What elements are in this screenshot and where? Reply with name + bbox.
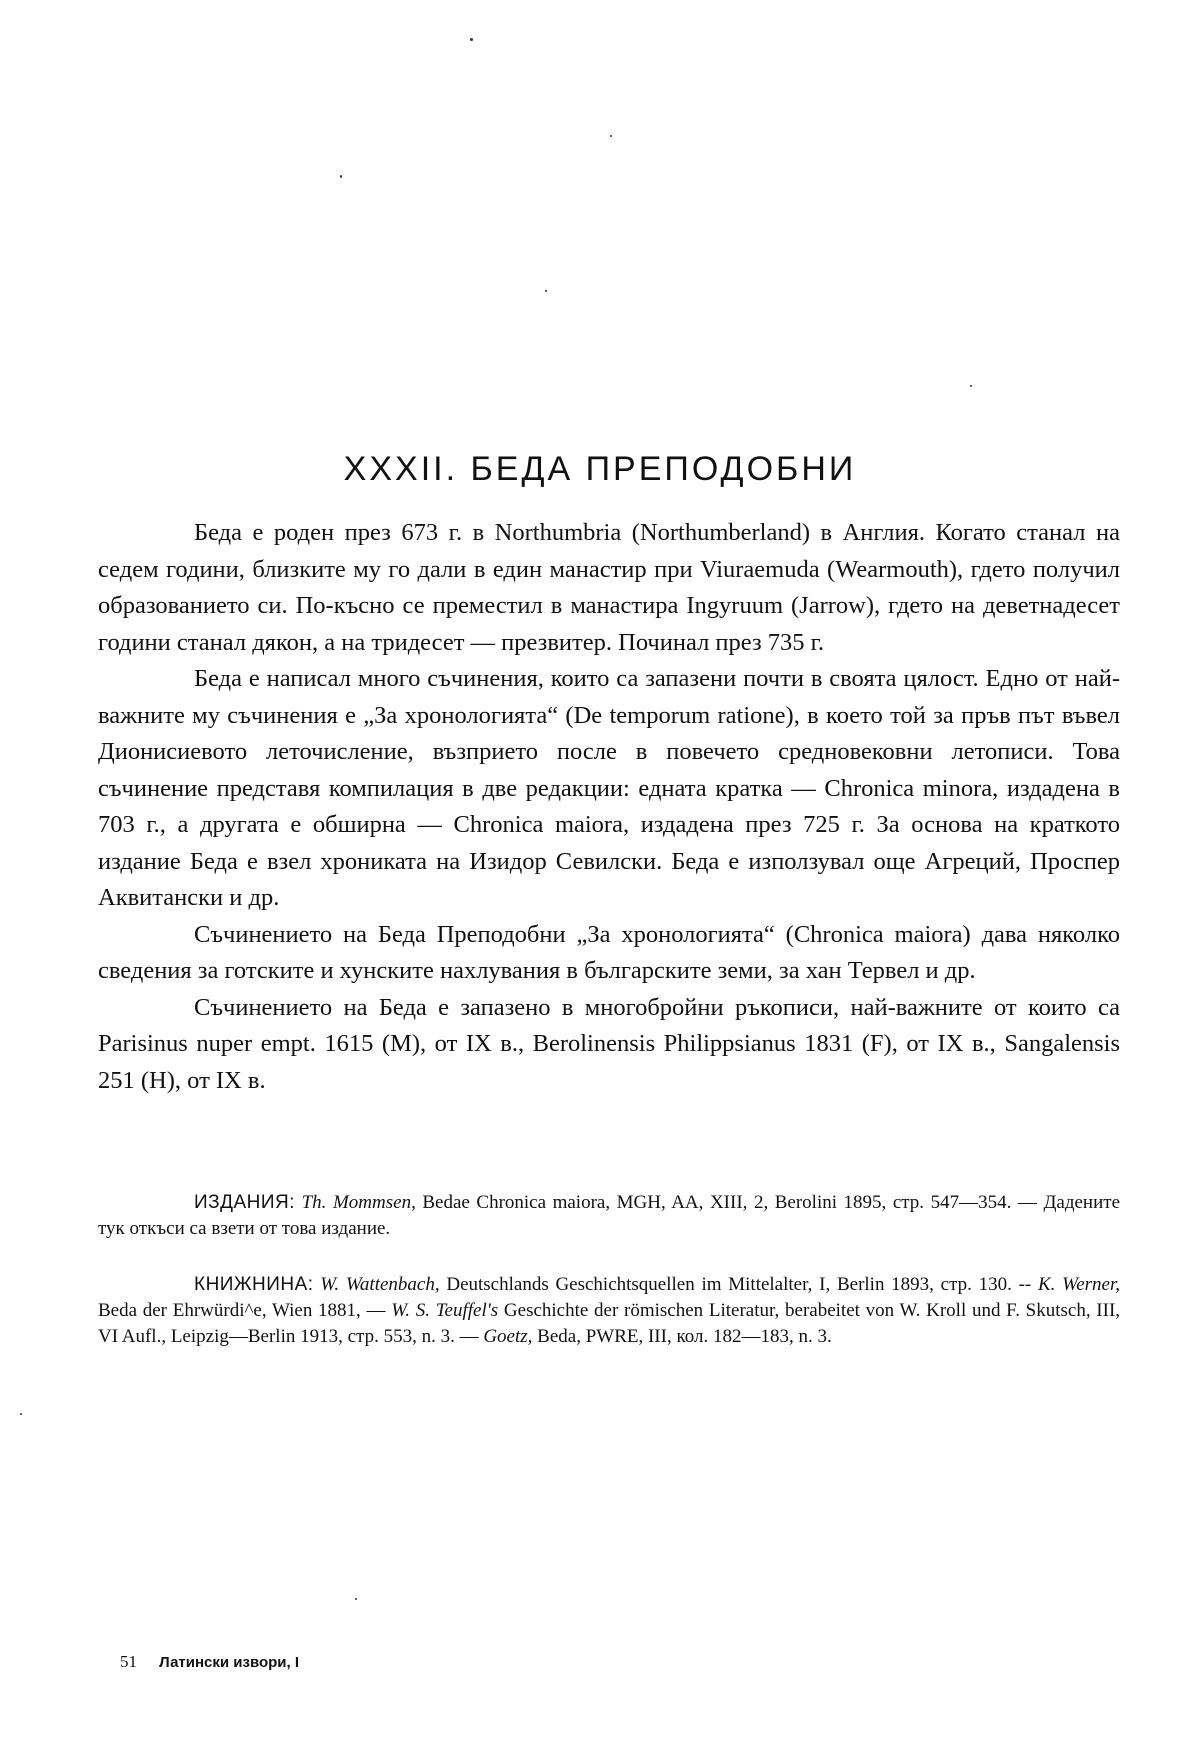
scan-speck — [340, 175, 342, 178]
printer-signature — [120, 1652, 299, 1672]
literature-entry: Beda der Ehrwürdi^e, Wien 1881, — — [98, 1300, 386, 1321]
editions-author: Th. Mommsen, — [301, 1192, 416, 1213]
literature-author: W. Wattenbach, — [320, 1274, 440, 1295]
literature-label: КНИЖНИНА: — [194, 1274, 314, 1295]
paragraph-bulgarian-lands: Съчинението на Беда Преподобни „За хронологията“ (Chronica maiora) дава няколко сведения за готските и хунските нахлувания в българските земи, за хан Тервел и др. — [98, 920, 1120, 984]
signature-number: 51 — [120, 1652, 137, 1671]
scan-speck — [20, 1413, 22, 1415]
literature-section — [98, 1272, 1120, 1350]
chapter-title: XXXII. БЕДА ПРЕПОДОБНИ — [343, 450, 857, 488]
scan-speck — [610, 135, 612, 137]
body-text — [98, 515, 1120, 1099]
scan-speck — [545, 290, 547, 292]
signature-text: Латински извори, I — [159, 1654, 300, 1671]
paragraph-manuscripts: Съчинението на Беда е запазено в многобройни ръкописи, най-важните от които са Parisinus nuper empt. 1615 (M), от IX в., Berolinensis Philippsianus 1831 (F), от IX в., Sangalensis 251 (H), от IX в. — [98, 993, 1120, 1094]
literature-entry: Geschichte der römischen Literatur, berabeitet von W. Kroll und F. Skutsch, III, VI Aufl., Leipzig—Berlin 1913, стр. 553, n. 3. — — [98, 1300, 1121, 1347]
scan-speck — [470, 38, 473, 41]
literature-author: Goetz, — [483, 1326, 533, 1347]
literature-author: W. S. Teuffel's — [391, 1300, 499, 1321]
literature-author: K. Werner, — [1037, 1274, 1121, 1295]
paragraph-works: Беда е написал много съчинения, които са запазени почти в своята цялост. Едно от най-важните му съчинения е „За хронологията“ (De temporum ratione), в което той за пръв път въвел Дионисиевото леточисление, възприето после в повечето средновековни летописи. Това съчинение представя компилация в две редакции: едната кратка — Chronica minora, издадена в 703 г., а другата е обширна — Chronica maiora, издадена през 725 г. За основа на краткото издание Беда е взел хрониката на Изидор Севилски. Беда е използувал още Агреций, Проспер Аквитански и др. — [98, 665, 1120, 911]
editions-text: Bedae Chronica maiora, MGH, AA, XIII, 2, Berolini 1895, стр. 547—354. — Дадените тук откъси са взети от това издание. — [98, 1192, 1121, 1239]
scan-speck — [355, 1598, 357, 1600]
scan-speck — [970, 385, 972, 387]
literature-entry: Beda, PWRE, III, кол. 182—183, n. 3. — [537, 1326, 832, 1347]
editions-section — [98, 1190, 1120, 1242]
literature-entry: Deutschlands Geschichtsquellen im Mittelalter, I, Berlin 1893, стр. 130. -- — [446, 1274, 1032, 1295]
editions-label: ИЗДАНИЯ: — [194, 1192, 296, 1213]
paragraph-birth: Беда е роден през 673 г. в Northumbria (Northumberland) в Англия. Когато станал на седем години, близките му го дали в един манастир при Viuraemuda (Wearmouth), гдето получил образованието си. По-късно се преместил в манастира Ingyruum (Jarrow), гдето на деветнадесет години станал дякон, а на тридесет — презвитер. Починал през 735 г. — [98, 519, 1120, 656]
